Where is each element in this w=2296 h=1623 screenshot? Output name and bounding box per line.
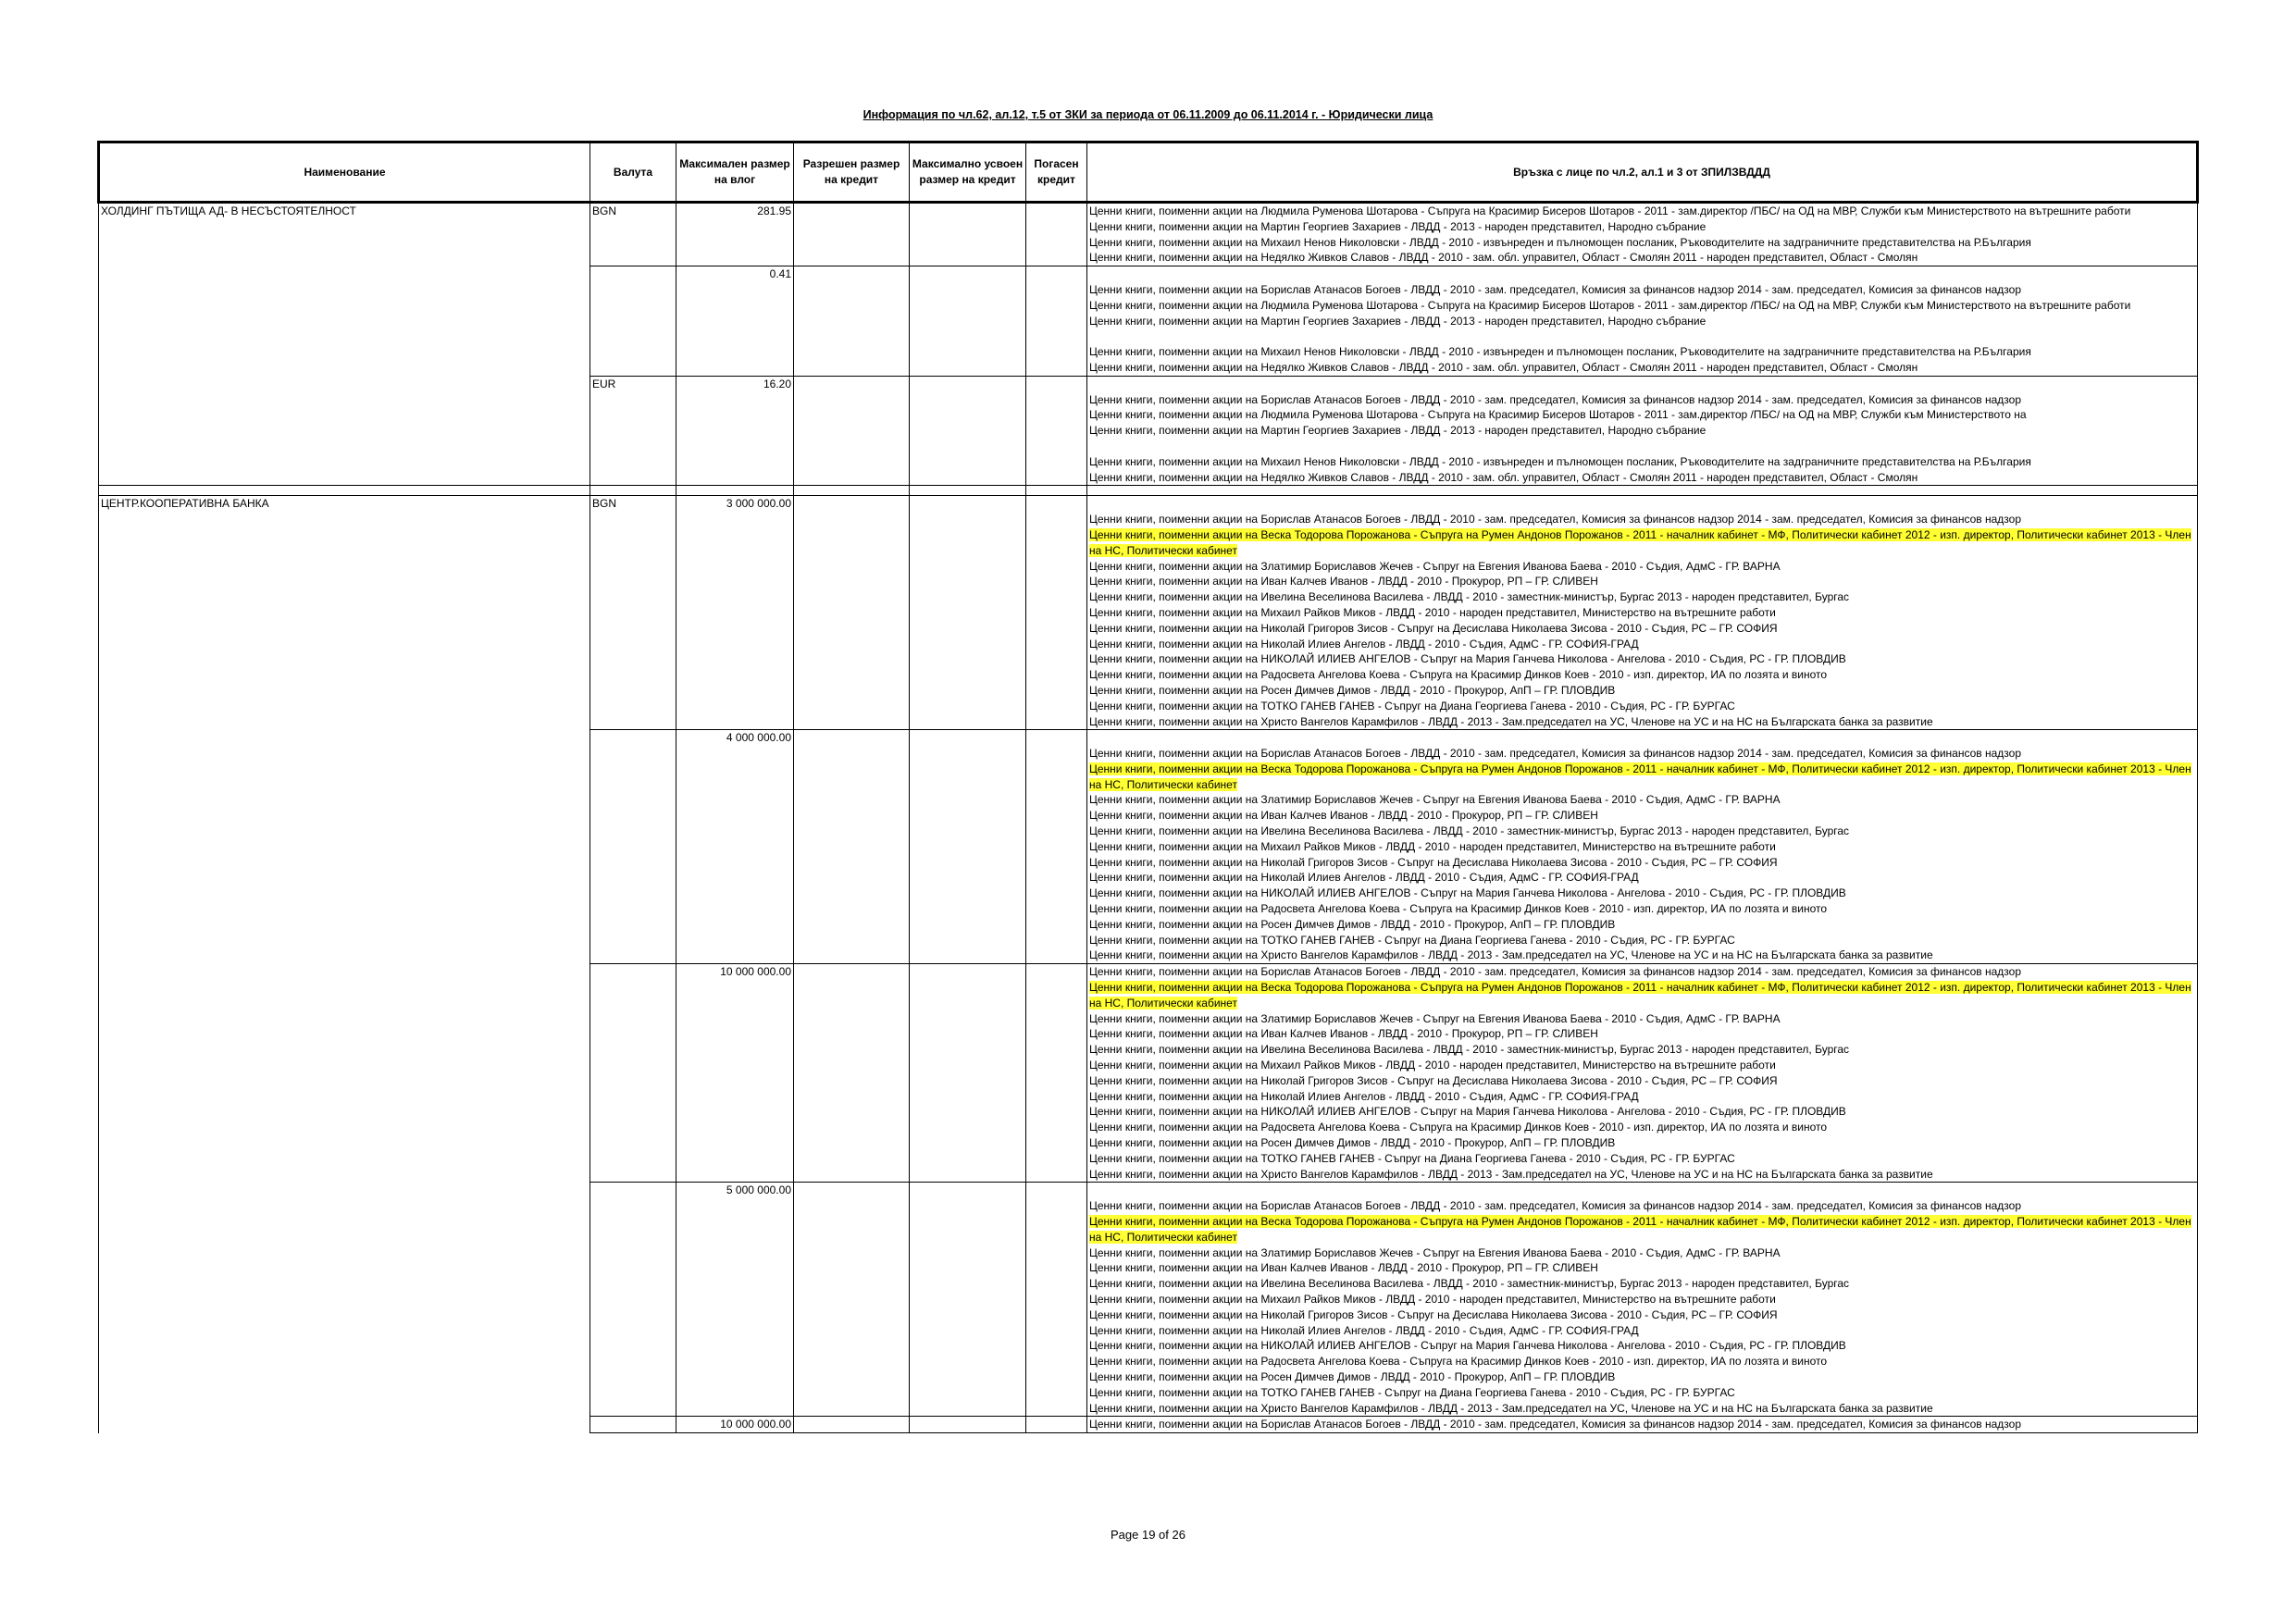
col-header-currency: Валута: [590, 142, 676, 203]
relation-cell: [1087, 1417, 2198, 1433]
allowed-credit-cell: [794, 496, 910, 730]
entity-name-cell: [99, 730, 590, 964]
relation-line: Ценни книги, поименни акции на Борислав Атанасов Богоев - ЛВДД - 2010 - зам. председател, Комисия за финансов надзор 2014 - зам. председател, Комисия за финансов надзор: [1089, 1199, 2021, 1213]
relation-line: Ценни книги, поименни акции на НИКОЛАЙ ИЛИЕВ АНГЕЛОВ - Съпруг на Мария Ганчева Николова - Ангелова - 2010 - Съдия, РС - ГР. ПЛОВДИВ: [1089, 1339, 1846, 1353]
relation-line: [1089, 266, 2195, 282]
relation-line: Ценни книги, поименни акции на Златимир Бориславов Жечев - Съпруг на Евгения Иванова Баева - 2010 - Съдия, АдмС - ГР. ВАРНА: [1089, 559, 1781, 573]
data-table: [97, 141, 2199, 1433]
relation-line: Ценни книги, поименни акции на Николай Григоров Зисов - Съпруг на Десислава Николаева Зисова - 2010 - Съдия, РС – ГР. СОФИЯ: [1089, 621, 1778, 635]
relation-line: Ценни книги, поименни акции на Иван Калчев Иванов - ЛВДД - 2010 - Прокурор, РП – ГР. СЛИВЕН: [1089, 809, 1598, 823]
relation-line: Ценни книги, поименни акции на Иван Калчев Иванов - ЛВДД - 2010 - Прокурор, РП – ГР. СЛИВЕН: [1089, 575, 1598, 588]
relation-line: Ценни книги, поименни акции на Недялко Живков Славов - ЛВДД - 2010 - зам. обл. управител, Област - Смолян 2011 - народен представител, Област - Смолян: [1089, 251, 1918, 265]
relation-line: Ценни книги, поименни акции на НИКОЛАЙ ИЛИЕВ АНГЕЛОВ - Съпруг на Мария Ганчева Николова - Ангелова - 2010 - Съдия, РС - ГР. ПЛОВДИВ: [1089, 1105, 1846, 1119]
entity-name-cell: ХОЛДИНГ ПЪТИЩА АД- В НЕСЪСТОЯТЕЛНОСТ: [99, 203, 590, 266]
relation-line: [1089, 496, 2195, 512]
col-header-name: Наименование: [99, 142, 590, 203]
highlighted-relation-text: Ценни книги, поименни акции на Веска Тодорова Порожанова - Съпруга на Румен Андонов Порожанов - 2011 - началник кабинет - МФ, Политически кабинет 2012 - изп. директор, Политически кабинет 2013 - Член на НС, Политически кабинет: [1089, 1215, 2191, 1244]
relation-cell: [1087, 730, 2198, 964]
relation-cell: [1087, 964, 2198, 1183]
max-deposit-cell: 16.20: [676, 376, 794, 486]
col-header-max-used-credit: Максимално усвоен размер на кредит: [910, 142, 1026, 203]
relation-line: Ценни книги, поименни акции на Радосвета Ангелова Коева - Съпруга на Красимир Динков Коев - 2010 - изп. директор, ИА по лозята и виното: [1089, 1121, 1828, 1134]
max-deposit-cell: 3 000 000.00: [676, 496, 794, 730]
entity-separator-row: [99, 486, 2198, 496]
relation-line: Ценни книги, поименни акции на Златимир Бориславов Жечев - Съпруг на Евгения Иванова Баева - 2010 - Съдия, АдмС - ГР. ВАРНА: [1089, 793, 1781, 807]
table-header-row: [99, 142, 2198, 203]
relation-cell: [1087, 203, 2198, 266]
allowed-credit-cell: [794, 266, 910, 377]
col-header-max-deposit: Максимален размер на влог: [676, 142, 794, 203]
relation-line: [1089, 377, 2195, 392]
col-header-allowed-credit: Разрешен размер на кредит: [794, 142, 910, 203]
currency-cell: [590, 964, 676, 1183]
currency-cell: [590, 730, 676, 964]
separator-cell: [910, 486, 1026, 496]
relation-line: [1089, 527, 2195, 559]
repaid-credit-cell: [1026, 203, 1087, 266]
max-used-credit-cell: [910, 1417, 1026, 1433]
relation-line: Ценни книги, поименни акции на ТОТКО ГАНЕВ ГАНЕВ - Съпруг на Диана Георгиева Ганева - 2010 - Съдия, РС - ГР. БУРГАС: [1089, 933, 1735, 947]
relation-line: Ценни книги, поименни акции на Ивелина Веселинова Василева - ЛВДД - 2010 - заместник-министър, Бургас 2013 - народен представител, Бургас: [1089, 824, 1850, 838]
table-row: [99, 203, 2198, 266]
max-used-credit-cell: [910, 1183, 1026, 1417]
relation-line: Ценни книги, поименни акции на Радосвета Ангелова Коева - Съпруга на Красимир Динков Коев - 2010 - изп. директор, ИА по лозята и виното: [1089, 668, 1828, 682]
highlighted-relation-text: Ценни книги, поименни акции на Веска Тодорова Порожанова - Съпруга на Румен Андонов Порожанов - 2011 - началник кабинет - МФ, Политически кабинет 2012 - изп. директор, Политически кабинет 2013 - Член на НС, Политически кабинет: [1089, 527, 2191, 557]
currency-cell: EUR: [590, 376, 676, 486]
relation-line: [1089, 730, 2195, 746]
relation-line: Ценни книги, поименни акции на НИКОЛАЙ ИЛИЕВ АНГЕЛОВ - Съпруг на Мария Ганчева Николова - Ангелова - 2010 - Съдия, РС - ГР. ПЛОВДИВ: [1089, 652, 1846, 666]
relation-line: Ценни книги, поименни акции на Михаил Райков Миков - ЛВДД - 2010 - народен представител, Министерство на вътрешните работи: [1089, 605, 1776, 619]
relation-line: Ценни книги, поименни акции на Николай Григоров Зисов - Съпруг на Десислава Николаева Зисова - 2010 - Съдия, РС – ГР. СОФИЯ: [1089, 1307, 1778, 1321]
relation-cell: [1087, 266, 2198, 377]
repaid-credit-cell: [1026, 1417, 1087, 1433]
highlighted-relation-text: Ценни книги, поименни акции на Веска Тодорова Порожанова - Съпруга на Румен Андонов Порожанов - 2011 - началник кабинет - МФ, Политически кабинет 2012 - изп. директор, Политически кабинет 2013 - Член на НС, Политически кабинет: [1089, 762, 2191, 791]
relation-line: Ценни книги, поименни акции на Иван Калчев Иванов - ЛВДД - 2010 - Прокурор, РП – ГР. СЛИВЕН: [1089, 1027, 1598, 1041]
max-deposit-cell: 4 000 000.00: [676, 730, 794, 964]
relation-line: Ценни книги, поименни акции на Михаил Ненов Николовски - ЛВДД - 2010 - извънреден и пълномощен посланик, Ръководителите на задграничните представителства на Р.България: [1089, 345, 2031, 359]
table-row: [99, 1183, 2198, 1417]
repaid-credit-cell: [1026, 730, 1087, 964]
relation-line: Ценни книги, поименни акции на Михаил Райков Миков - ЛВДД - 2010 - народен представител, Министерство на вътрешните работи: [1089, 839, 1776, 853]
table-row: [99, 376, 2198, 486]
relation-line: Ценни книги, поименни акции на Борислав Атанасов Богоев - ЛВДД - 2010 - зам. председател, Комисия за финансов надзор 2014 - зам. председател, Комисия за финансов надзор: [1089, 747, 2021, 761]
relation-line: Ценни книги, поименни акции на Недялко Живков Славов - ЛВДД - 2010 - зам. обл. управител, Област - Смолян 2011 - народен представител, Област - Смолян: [1089, 470, 1918, 484]
col-header-repaid-credit: Погасен кредит: [1026, 142, 1087, 203]
relation-line: [1089, 328, 2195, 344]
max-used-credit-cell: [910, 266, 1026, 377]
table-row: [99, 1417, 2198, 1433]
allowed-credit-cell: [794, 964, 910, 1183]
max-deposit-cell: 5 000 000.00: [676, 1183, 794, 1417]
relation-line: Ценни книги, поименни акции на Ивелина Веселинова Василева - ЛВДД - 2010 - заместник-министър, Бургас 2013 - народен представител, Бургас: [1089, 590, 1850, 604]
relation-line: Ценни книги, поименни акции на Борислав Атанасов Богоев - ЛВДД - 2010 - зам. председател, Комисия за финансов надзор 2014 - зам. председател, Комисия за финансов надзор: [1089, 513, 2021, 527]
table-row: [99, 266, 2198, 377]
relation-line: Ценни книги, поименни акции на Борислав Атанасов Богоев - ЛВДД - 2010 - зам. председател, Комисия за финансов надзор 2014 - зам. председател, Комисия за финансов надзор: [1089, 965, 2021, 979]
table-row: [99, 496, 2198, 730]
entity-name-cell: [99, 376, 590, 486]
relation-line: Ценни книги, поименни акции на Росен Димчев Димов - ЛВДД - 2010 - Прокурор, АпП – ГР. ПЛОВДИВ: [1089, 1136, 1616, 1150]
max-deposit-cell: 10 000 000.00: [676, 1417, 794, 1433]
entity-name-cell: [99, 1183, 590, 1417]
relation-line: Ценни книги, поименни акции на Николай Григоров Зисов - Съпруг на Десислава Николаева Зисова - 2010 - Съдия, РС – ГР. СОФИЯ: [1089, 1073, 1778, 1087]
relation-line: Ценни книги, поименни акции на Златимир Бориславов Жечев - Съпруг на Евгения Иванова Баева - 2010 - Съдия, АдмС - ГР. ВАРНА: [1089, 1011, 1781, 1025]
relation-line: Ценни книги, поименни акции на Ивелина Веселинова Василева - ЛВДД - 2010 - заместник-министър, Бургас 2013 - народен представител, Бургас: [1089, 1277, 1850, 1291]
relation-line: [1089, 1183, 2195, 1198]
allowed-credit-cell: [794, 376, 910, 486]
relation-line: [1089, 1214, 2195, 1245]
relation-line: Ценни книги, поименни акции на Николай Илиев Ангелов - ЛВДД - 2010 - Съдия, АдмС - ГР. СОФИЯ-ГРАД: [1089, 871, 1639, 885]
relation-line: Ценни книги, поименни акции на Михаил Райков Миков - ЛВДД - 2010 - народен представител, Министерство на вътрешните работи: [1089, 1292, 1776, 1306]
table-body: [99, 203, 2198, 1433]
table-row: [99, 730, 2198, 964]
repaid-credit-cell: [1026, 266, 1087, 377]
relation-line: Ценни книги, поименни акции на Людмила Руменова Шотарова - Съпруга на Красимир Бисеров Шотаров - 2011 - зам.директор /ПБС/ на ОД на МВР, Служби към Министерството на: [1089, 408, 2027, 422]
repaid-credit-cell: [1026, 496, 1087, 730]
allowed-credit-cell: [794, 1183, 910, 1417]
table-row: [99, 964, 2198, 1183]
relation-cell: [1087, 496, 2198, 730]
currency-cell: BGN: [590, 203, 676, 266]
relation-cell: [1087, 1183, 2198, 1417]
repaid-credit-cell: [1026, 964, 1087, 1183]
allowed-credit-cell: [794, 1417, 910, 1433]
separator-cell: [794, 486, 910, 496]
repaid-credit-cell: [1026, 1183, 1087, 1417]
entity-name-cell: [99, 964, 590, 1183]
relation-line: Ценни книги, поименни акции на Христо Вангелов Карамфилов - ЛВДД - 2013 - Зам.председател на УС, Членове на УС и на НС на Българската банка за развитие: [1089, 714, 1933, 728]
relation-line: Ценни книги, поименни акции на Росен Димчев Димов - ЛВДД - 2010 - Прокурор, АпП – ГР. ПЛОВДИВ: [1089, 917, 1616, 931]
allowed-credit-cell: [794, 203, 910, 266]
page-footer: Page 19 of 26: [1111, 1528, 1185, 1542]
relation-line: Ценни книги, поименни акции на Недялко Живков Славов - ЛВДД - 2010 - зам. обл. управител, Област - Смолян 2011 - народен представител, Област - Смолян: [1089, 360, 1918, 374]
relation-line: Ценни книги, поименни акции на Мартин Георгиев Захариев - ЛВДД - 2013 - народен представител, Народно събрание: [1089, 219, 1706, 233]
relation-line: Ценни книги, поименни акции на Росен Димчев Димов - ЛВДД - 2010 - Прокурор, АпП – ГР. ПЛОВДИВ: [1089, 683, 1616, 697]
currency-cell: BGN: [590, 496, 676, 730]
relation-line: Ценни книги, поименни акции на Христо Вангелов Карамфилов - ЛВДД - 2013 - Зам.председател на УС, Членове на УС и на НС на Българската банка за развитие: [1089, 1167, 1933, 1181]
relation-line: Ценни книги, поименни акции на НИКОЛАЙ ИЛИЕВ АНГЕЛОВ - Съпруг на Мария Ганчева Николова - Ангелова - 2010 - Съдия, РС - ГР. ПЛОВДИВ: [1089, 886, 1846, 900]
relation-line: Ценни книги, поименни акции на Христо Вангелов Карамфилов - ЛВДД - 2013 - Зам.председател на УС, Членове на УС и на НС на Българската банка за развитие: [1089, 1401, 1933, 1415]
separator-cell: [590, 486, 676, 496]
relation-line: Ценни книги, поименни акции на ТОТКО ГАНЕВ ГАНЕВ - Съпруг на Диана Георгиева Ганева - 2010 - Съдия, РС - ГР. БУРГАС: [1089, 1151, 1735, 1165]
relation-line: Ценни книги, поименни акции на Людмила Руменова Шотарова - Съпруга на Красимир Бисеров Шотаров - 2011 - зам.директор /ПБС/ на ОД на МВР, Служби към Министерството на вътрешните работи: [1089, 298, 2131, 312]
relation-line: Ценни книги, поименни акции на Михаил Ненов Николовски - ЛВДД - 2010 - извънреден и пълномощен посланик, Ръководителите на задграничните представителства на Р.България: [1089, 454, 2031, 468]
max-used-credit-cell: [910, 376, 1026, 486]
relation-line: Ценни книги, поименни акции на Людмила Руменова Шотарова - Съпруга на Красимир Бисеров Шотаров - 2011 - зам.директор /ПБС/ на ОД на МВР, Служби към Министерството на вътрешните работи: [1089, 204, 2131, 217]
max-deposit-cell: 10 000 000.00: [676, 964, 794, 1183]
relation-line: Ценни книги, поименни акции на Борислав Атанасов Богоев - ЛВДД - 2010 - зам. председател, Комисия за финансов надзор 2014 - зам. председател, Комисия за финансов надзор: [1089, 1418, 2021, 1431]
relation-line: [1089, 439, 2195, 454]
col-header-relation: Връзка с лице по чл.2, ал.1 и 3 от ЗПИЛЗВДДД: [1087, 142, 2198, 203]
max-used-credit-cell: [910, 496, 1026, 730]
highlighted-relation-text: Ценни книги, поименни акции на Веска Тодорова Порожанова - Съпруга на Румен Андонов Порожанов - 2011 - началник кабинет - МФ, Политически кабинет 2012 - изп. директор, Политически кабинет 2013 - Член на НС, Политически кабинет: [1089, 981, 2191, 1010]
relation-line: Ценни книги, поименни акции на Николай Илиев Ангелов - ЛВДД - 2010 - Съдия, АдмС - ГР. СОФИЯ-ГРАД: [1089, 1323, 1639, 1337]
relation-line: Ценни книги, поименни акции на Мартин Георгиев Захариев - ЛВДД - 2013 - народен представител, Народно събрание: [1089, 424, 1706, 438]
entity-name-cell: [99, 1417, 590, 1433]
page-title: Информация по чл.62, ал.12, т.5 от ЗКИ за периода от 06.11.2009 до 06.11.2014 г. - Юридически лица: [863, 108, 1433, 121]
max-deposit-cell: 0.41: [676, 266, 794, 377]
relation-line: Ценни книги, поименни акции на Николай Илиев Ангелов - ЛВДД - 2010 - Съдия, АдмС - ГР. СОФИЯ-ГРАД: [1089, 637, 1639, 650]
max-used-credit-cell: [910, 203, 1026, 266]
relation-line: Ценни книги, поименни акции на Михаил Райков Миков - ЛВДД - 2010 - народен представител, Министерство на вътрешните работи: [1089, 1059, 1776, 1072]
max-deposit-cell: 281.95: [676, 203, 794, 266]
relation-line: Ценни книги, поименни акции на Златимир Бориславов Жечев - Съпруг на Евгения Иванова Баева - 2010 - Съдия, АдмС - ГР. ВАРНА: [1089, 1245, 1781, 1259]
separator-cell: [1026, 486, 1087, 496]
relation-line: Ценни книги, поименни акции на Радосвета Ангелова Коева - Съпруга на Красимир Динков Коев - 2010 - изп. директор, ИА по лозята и виното: [1089, 902, 1828, 916]
relation-line: Ценни книги, поименни акции на Николай Илиев Ангелов - ЛВДД - 2010 - Съдия, АдмС - ГР. СОФИЯ-ГРАД: [1089, 1089, 1639, 1103]
relation-line: Ценни книги, поименни акции на Радосвета Ангелова Коева - Съпруга на Красимир Динков Коев - 2010 - изп. директор, ИА по лозята и виното: [1089, 1355, 1828, 1369]
relation-line: Ценни книги, поименни акции на Борислав Атанасов Богоев - ЛВДД - 2010 - зам. председател, Комисия за финансов надзор 2014 - зам. председател, Комисия за финансов надзор: [1089, 392, 2021, 406]
max-used-credit-cell: [910, 730, 1026, 964]
relation-line: Ценни книги, поименни акции на Михаил Ненов Николовски - ЛВДД - 2010 - извънреден и пълномощен посланик, Ръководителите на задграничните представителства на Р.България: [1089, 235, 2031, 249]
entity-name-cell: ЦЕНТР.КООПЕРАТИВНА БАНКА: [99, 496, 590, 730]
entity-name-cell: [99, 266, 590, 377]
relation-line: Ценни книги, поименни акции на Ивелина Веселинова Василева - ЛВДД - 2010 - заместник-министър, Бургас 2013 - народен представител, Бургас: [1089, 1043, 1850, 1057]
relation-line: Ценни книги, поименни акции на Мартин Георгиев Захариев - ЛВДД - 2013 - народен представител, Народно събрание: [1089, 314, 1706, 328]
relation-line: Ценни книги, поименни акции на Росен Димчев Димов - ЛВДД - 2010 - Прокурор, АпП – ГР. ПЛОВДИВ: [1089, 1369, 1616, 1383]
currency-cell: [590, 1183, 676, 1417]
allowed-credit-cell: [794, 730, 910, 964]
separator-cell: [1087, 486, 2198, 496]
separator-cell: [676, 486, 794, 496]
currency-cell: [590, 266, 676, 377]
relation-line: Ценни книги, поименни акции на Христо Вангелов Карамфилов - ЛВДД - 2013 - Зам.председател на УС, Членове на УС и на НС на Българската банка за развитие: [1089, 948, 1933, 962]
relation-line: Ценни книги, поименни акции на ТОТКО ГАНЕВ ГАНЕВ - Съпруг на Диана Георгиева Ганева - 2010 - Съдия, РС - ГР. БУРГАС: [1089, 699, 1735, 712]
max-used-credit-cell: [910, 964, 1026, 1183]
currency-cell: [590, 1417, 676, 1433]
separator-cell: [99, 486, 590, 496]
relation-line: [1089, 762, 2195, 793]
relation-line: Ценни книги, поименни акции на Борислав Атанасов Богоев - ЛВДД - 2010 - зам. председател, Комисия за финансов надзор 2014 - зам. председател, Комисия за финансов надзор: [1089, 282, 2021, 296]
relation-cell: [1087, 376, 2198, 486]
relation-line: Ценни книги, поименни акции на Николай Григоров Зисов - Съпруг на Десислава Николаева Зисова - 2010 - Съдия, РС – ГР. СОФИЯ: [1089, 855, 1778, 869]
relation-line: Ценни книги, поименни акции на ТОТКО ГАНЕВ ГАНЕВ - Съпруг на Диана Георгиева Ганева - 2010 - Съдия, РС - ГР. БУРГАС: [1089, 1385, 1735, 1399]
relation-line: Ценни книги, поименни акции на Иван Калчев Иванов - ЛВДД - 2010 - Прокурор, РП – ГР. СЛИВЕН: [1089, 1261, 1598, 1275]
repaid-credit-cell: [1026, 376, 1087, 486]
relation-line: [1089, 980, 2195, 1011]
